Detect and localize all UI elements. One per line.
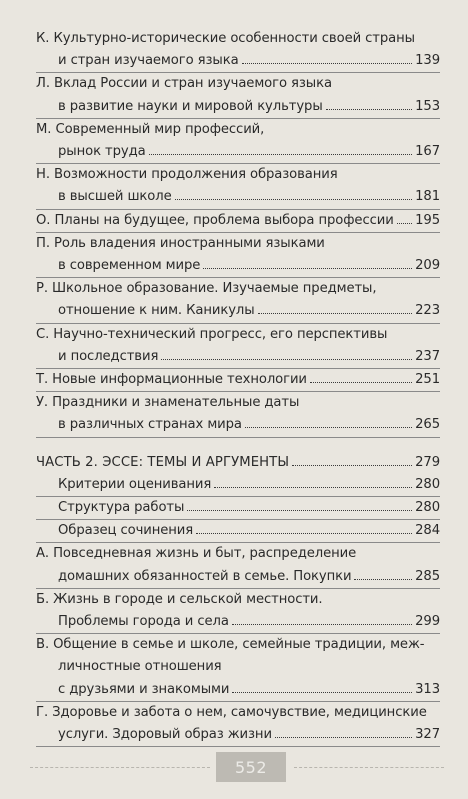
entry-title-line: в современном мире (58, 258, 201, 274)
entry-title-line: Б. Жизнь в городе и сельской местности. (36, 591, 323, 607)
page-number: 209 (415, 258, 440, 274)
entry-title-line: Структура работы (58, 500, 185, 516)
toc-part-heading (36, 452, 440, 474)
page-number: 285 (415, 568, 440, 584)
dot-leader (326, 108, 412, 110)
entry-title-line: Г. Здоровье и забота о нем, самочувствие, медицинские (36, 704, 427, 720)
dot-leader (397, 222, 412, 224)
toc-entry (36, 278, 440, 322)
toc-section-part2 (36, 543, 440, 747)
entry-title-line: в высшей школе (58, 189, 172, 205)
entry-title-line: П. Роль владения иностранными языками (36, 235, 325, 251)
entry-title-line: в различных странах мира (58, 417, 242, 433)
toc-entry (36, 28, 440, 72)
entry-title-line: рынок труда (58, 144, 146, 160)
dot-leader (310, 381, 412, 383)
part-title: ЧАСТЬ 2. ЭССЕ: ТЕМЫ И АРГУМЕНТЫ (36, 454, 290, 470)
entry-title-line: В. Общение в семье и школе, семейные традиции, меж- (36, 637, 425, 653)
toc-section-part1 (36, 28, 440, 438)
toc-entry (36, 543, 440, 587)
page-number: 327 (415, 727, 440, 743)
toc-entry (36, 233, 440, 277)
entry-title-line: услуги. Здоровый образ жизни (58, 727, 272, 743)
entry-title-line: в развитие науки и мировой культуры (58, 98, 323, 114)
dot-leader (354, 578, 412, 580)
dot-leader (275, 736, 412, 738)
entry-title-line: У. Праздники и знаменательные даты (36, 395, 300, 411)
page-number: 139 (415, 53, 440, 69)
footer-dash-right (294, 767, 444, 768)
entry-title-line: Н. Возможности продолжения образования (36, 167, 338, 183)
page-number: 280 (415, 500, 440, 516)
section-gap (36, 438, 440, 452)
entry-title-line: К. Культурно-исторические особенности своей страны (36, 31, 415, 46)
toc-subsection-list (36, 474, 440, 544)
entry-divider (36, 746, 440, 747)
toc-entry (36, 164, 440, 208)
page-number: 195 (415, 212, 440, 228)
toc-sub-entry (36, 474, 440, 496)
page-number: 153 (415, 98, 440, 114)
toc-entry (36, 73, 440, 117)
page-number: 280 (415, 476, 440, 492)
toc-entry (36, 634, 440, 701)
entry-title-line: С. Научно-технический прогресс, его перспективы (36, 326, 388, 342)
page-number: 167 (415, 144, 440, 160)
page-number: 284 (415, 523, 440, 539)
page-number: 313 (415, 681, 440, 697)
entry-title-line: Р. Школьное образование. Изучаемые предметы, (36, 281, 377, 297)
page-number-box (216, 752, 286, 782)
dot-leader (232, 623, 412, 625)
dot-leader (196, 532, 412, 534)
dot-leader (203, 267, 412, 269)
entry-title-line: А. Повседневная жизнь и быт, распределение (36, 546, 357, 562)
dot-leader (214, 486, 412, 488)
dot-leader (232, 691, 412, 693)
entry-title-line: М. Современный мир профессий, (36, 121, 265, 137)
toc-entry (36, 392, 440, 436)
entry-title-line: Л. Вклад России и стран изучаемого языка (36, 76, 332, 92)
page-number: 223 (415, 303, 440, 319)
dot-leader (175, 198, 413, 200)
entry-title-line: домашних обязанностей в семье. Покупки (58, 568, 352, 584)
page-number: 299 (415, 614, 440, 630)
toc-entry (36, 369, 440, 391)
dot-leader (187, 509, 412, 511)
entry-title-line: и последствия (58, 348, 159, 364)
toc-entry (36, 210, 440, 232)
dot-leader (149, 153, 413, 155)
page-number: 181 (415, 189, 440, 205)
entry-title-line: и стран изучаемого языка (58, 53, 239, 69)
page-number: 265 (415, 417, 440, 433)
entry-title-line: Образец сочинения (58, 523, 194, 539)
toc-sub-entry (36, 520, 440, 542)
toc-entry (36, 324, 440, 368)
dot-leader (242, 62, 413, 64)
toc-entry (36, 589, 440, 633)
entry-title-line: Т. Новые информационные технологии (36, 372, 307, 388)
toc-entry (36, 702, 440, 746)
entry-title-line: Критерии оценивания (58, 476, 212, 492)
entry-title-line: с друзьями и знакомыми (58, 681, 230, 697)
toc-entry (36, 119, 440, 163)
footer-page-number: 552 (234, 757, 268, 777)
entry-title-line: О. Планы на будущее, проблема выбора профессии (36, 212, 394, 228)
dot-leader (292, 464, 412, 466)
entry-title-line: личностные отношения (58, 659, 222, 675)
dot-leader (258, 312, 413, 314)
page-number: 237 (415, 348, 440, 364)
table-of-contents (36, 28, 440, 747)
entry-title-line: отношение к ним. Каникулы (58, 303, 255, 319)
entry-title-line: Проблемы города и села (58, 614, 229, 630)
footer-dash-left (30, 767, 210, 768)
dot-leader (245, 426, 412, 428)
page-number: 279 (415, 454, 440, 470)
dot-leader (161, 358, 412, 360)
page-number: 251 (415, 372, 440, 388)
toc-sub-entry (36, 497, 440, 519)
page-footer (0, 752, 468, 792)
